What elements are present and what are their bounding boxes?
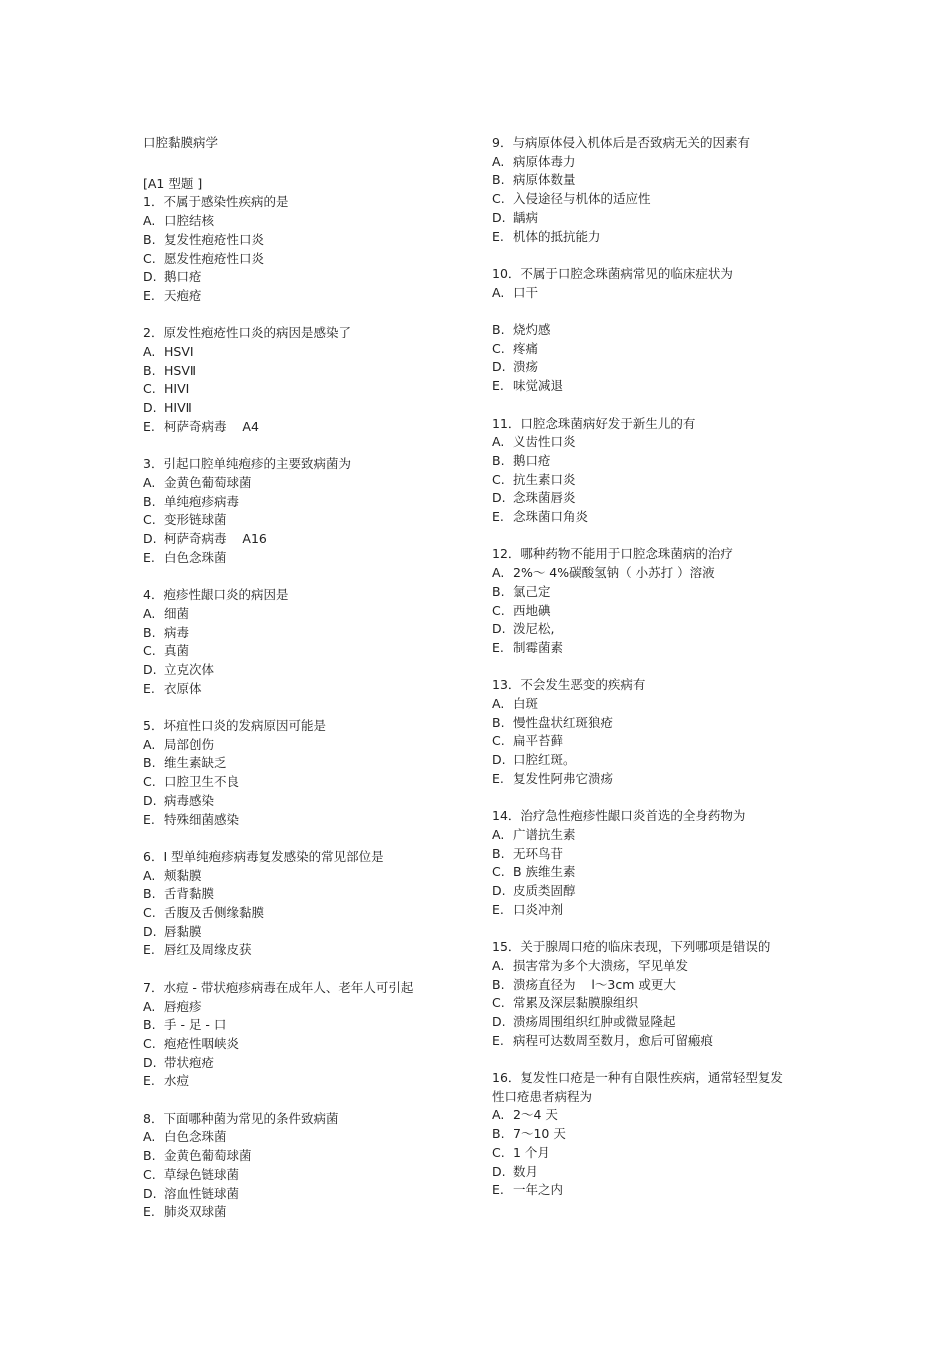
option-text: 病原体数量 — [513, 172, 576, 188]
option-text: HIVⅠ — [164, 381, 190, 397]
option-letter: A. — [492, 434, 505, 450]
option-text: 愿发性疱疮性口炎 — [164, 250, 265, 266]
option-letter: E. — [492, 1032, 504, 1048]
option-text: 立克次体 — [164, 661, 215, 677]
option-text: 无环鸟苷 — [513, 845, 564, 861]
option-text: 常累及深层黏膜腺组织 — [513, 995, 639, 1011]
option-letter: D. — [492, 621, 506, 637]
option-text: 细菌 — [164, 605, 190, 621]
answer-option — [143, 380, 453, 399]
question-block — [492, 938, 792, 1050]
option-text: 义齿性口炎 — [513, 434, 576, 450]
answer-option — [492, 620, 792, 639]
question-block — [143, 717, 453, 829]
answer-option — [492, 845, 792, 864]
option-letter: B. — [143, 493, 156, 509]
option-text: HSVⅡ — [164, 362, 197, 378]
question-stem: 5．坏疽性口炎的发病原因可能是 — [143, 718, 326, 734]
option-letter: B. — [143, 1148, 156, 1164]
answer-option — [143, 268, 453, 287]
answer-option — [492, 209, 792, 228]
question-stem: 2．原发性疱疮性口炎的病因是感染了 — [143, 325, 351, 341]
answer-option — [143, 923, 453, 942]
answer-option — [143, 661, 453, 680]
option-text: HSVⅠ — [164, 344, 194, 360]
answer-option — [492, 957, 792, 976]
answer-option — [143, 1147, 453, 1166]
option-text: 一年之内 — [513, 1182, 564, 1198]
question-stem: 14．治疗急性疱疹性龈口炎首选的全身药物为 — [492, 808, 746, 824]
option-text: HIVⅡ — [164, 400, 192, 416]
answer-option — [143, 792, 453, 811]
answer-option — [492, 901, 792, 920]
option-text: 唇疱疹 — [164, 998, 202, 1014]
option-text: 疼痛 — [513, 340, 539, 356]
option-text: 唇红及周缘皮获 — [164, 942, 252, 958]
option-text: 泼尼松, — [513, 621, 555, 637]
option-letter: B. — [492, 172, 505, 188]
answer-option — [492, 433, 792, 452]
option-letter: A. — [492, 153, 505, 169]
option-letter: E. — [143, 811, 155, 827]
option-text: 口腔红斑。 — [513, 752, 576, 768]
option-letter: D. — [143, 400, 157, 416]
question-stem: 16．复发性口疮是一种有自限性疾病，通常轻型复发性口疮患者病程为 — [492, 1070, 783, 1104]
answer-option — [143, 624, 453, 643]
option-letter: E. — [143, 1204, 155, 1220]
option-letter: B. — [492, 845, 505, 861]
answer-option — [143, 530, 453, 549]
answer-option — [143, 362, 453, 381]
answer-option — [492, 751, 792, 770]
question-block — [143, 324, 453, 436]
option-text: 舌背黏膜 — [164, 886, 215, 902]
option-letter: A. — [492, 565, 505, 581]
option-text: 手 - 足 - 口 — [164, 1017, 227, 1033]
answer-option — [143, 1203, 453, 1222]
option-letter: E. — [143, 1073, 155, 1089]
option-letter: D. — [143, 923, 157, 939]
option-text: 金黄色葡萄球菌 — [164, 1148, 252, 1164]
option-letter: D. — [492, 359, 506, 375]
option-letter: A. — [143, 213, 156, 229]
option-text: 念珠菌唇炎 — [513, 490, 576, 506]
left-column — [143, 134, 453, 1241]
option-letter: E. — [143, 549, 155, 565]
option-text: 氯己定 — [513, 583, 551, 599]
option-text: 皮质类固醇 — [513, 883, 576, 899]
option-text: 烧灼感 — [513, 322, 551, 338]
option-text: 天疱疮 — [164, 287, 202, 303]
answer-option — [492, 377, 792, 396]
question-stem: 1．不属于感染性疾病的是 — [143, 194, 289, 210]
answer-option — [143, 549, 453, 568]
option-text: 口炎冲剂 — [513, 901, 564, 917]
option-letter: B. — [143, 1017, 156, 1033]
question-stem: 15．关于腺周口疮的临床表现，下列哪项是错误的 — [492, 939, 771, 955]
option-letter: C. — [143, 643, 156, 659]
option-text: 金黄色葡萄球菌 — [164, 474, 252, 490]
option-letter: C. — [492, 602, 505, 618]
option-text: 鹅口疮 — [164, 269, 202, 285]
answer-option — [143, 605, 453, 624]
answer-option — [492, 228, 792, 247]
right-column — [492, 134, 792, 1219]
answer-option — [143, 1035, 453, 1054]
question-stem: 11．口腔念珠菌病好发于新生儿的有 — [492, 415, 696, 431]
option-text: 口腔卫生不良 — [164, 774, 240, 790]
option-letter: A. — [143, 736, 156, 752]
answer-option — [492, 489, 792, 508]
answer-option — [492, 770, 792, 789]
option-letter: A. — [492, 957, 505, 973]
document-title: 口腔黏膜病学 — [143, 135, 219, 150]
option-letter: C. — [492, 995, 505, 1011]
answer-option — [143, 736, 453, 755]
question-block — [492, 676, 792, 788]
answer-option — [492, 1181, 792, 1200]
section-heading: [A1 型题 ] — [143, 175, 203, 191]
option-text: 口腔结核 — [164, 213, 215, 229]
answer-option — [143, 904, 453, 923]
option-letter: B. — [143, 886, 156, 902]
answer-option — [492, 714, 792, 733]
option-text: 口干 — [513, 284, 539, 300]
answer-option — [492, 153, 792, 172]
answer-option — [492, 190, 792, 209]
option-letter: E. — [143, 287, 155, 303]
option-letter: C. — [143, 774, 156, 790]
answer-option — [492, 695, 792, 714]
option-letter: A. — [492, 696, 505, 712]
option-letter: D. — [143, 792, 157, 808]
answer-option — [143, 1072, 453, 1091]
question-block — [143, 455, 453, 567]
option-letter: B. — [143, 755, 156, 771]
option-text: 白色念珠菌 — [164, 1129, 227, 1145]
answer-option — [143, 941, 453, 960]
question-stem: 3．引起口腔单纯疱疹的主要致病菌为 — [143, 456, 351, 472]
answer-option — [492, 284, 792, 303]
option-letter: D. — [492, 883, 506, 899]
option-text: 溃疡 — [513, 359, 539, 375]
answer-option — [492, 602, 792, 621]
option-text: 广谱抗生素 — [513, 826, 576, 842]
option-text: 带状疱疮 — [164, 1054, 215, 1070]
option-letter: C. — [143, 250, 156, 266]
answer-option — [143, 1128, 453, 1147]
option-text: 疱疮性咽峡炎 — [164, 1035, 240, 1051]
answer-option — [492, 1144, 792, 1163]
option-letter: B. — [492, 1126, 505, 1142]
answer-option — [143, 642, 453, 661]
question-block — [143, 193, 453, 305]
option-letter: C. — [492, 471, 505, 487]
question-stem: 4．疱疹性龈口炎的病因是 — [143, 587, 289, 603]
answer-option — [143, 885, 453, 904]
option-text: 病程可达数周至数月，愈后可留瘢痕 — [513, 1032, 714, 1048]
option-text: 味觉减退 — [513, 378, 564, 394]
option-letter: D. — [492, 1013, 506, 1029]
option-letter: E. — [492, 901, 504, 917]
answer-option — [492, 583, 792, 602]
option-letter: E. — [143, 680, 155, 696]
option-letter: D. — [143, 269, 157, 285]
answer-option — [143, 1185, 453, 1204]
answer-option — [492, 302, 792, 321]
option-letter: C. — [492, 340, 505, 356]
answer-option — [143, 343, 453, 362]
option-text: 颊黏膜 — [164, 867, 202, 883]
answer-option — [492, 882, 792, 901]
option-letter: C. — [492, 864, 505, 880]
option-text: 白斑 — [513, 696, 539, 712]
option-text: 局部创伤 — [164, 736, 215, 752]
option-text: 衣原体 — [164, 680, 202, 696]
option-letter: B. — [143, 231, 156, 247]
answer-option — [492, 321, 792, 340]
option-letter: B. — [492, 976, 505, 992]
answer-option — [143, 680, 453, 699]
option-text: 复发性阿弗它溃疡 — [513, 770, 614, 786]
answer-option — [492, 1032, 792, 1051]
option-letter: C. — [492, 191, 505, 207]
option-text: 2～4 天 — [513, 1107, 558, 1123]
option-letter: C. — [143, 512, 156, 528]
question-stem: 7．水痘 - 带状疱疹病毒在成年人、老年人可引起 — [143, 979, 414, 995]
option-text: 溶血性链球菌 — [164, 1185, 240, 1201]
option-letter: B. — [492, 714, 505, 730]
answer-option — [492, 732, 792, 751]
option-text: 入侵途径与机体的适应性 — [513, 191, 651, 207]
question-block — [143, 586, 453, 698]
question-stem: 8．下面哪种菌为常见的条件致病菌 — [143, 1110, 339, 1126]
answer-option — [492, 452, 792, 471]
option-text: 慢性盘状红斑狼疮 — [513, 714, 614, 730]
option-text: 水痘 — [164, 1073, 190, 1089]
option-letter: B. — [492, 452, 505, 468]
answer-option — [492, 1013, 792, 1032]
answer-option — [492, 994, 792, 1013]
option-text: 溃疡周围组织红肿或微显隆起 — [513, 1013, 676, 1029]
option-text: 单纯疱疹病毒 — [164, 493, 240, 509]
option-letter: B. — [143, 362, 156, 378]
answer-option — [492, 1125, 792, 1144]
option-text: 维生素缺乏 — [164, 755, 227, 771]
answer-option — [143, 1016, 453, 1035]
answer-option — [492, 1106, 792, 1125]
option-text: 1 个月 — [513, 1144, 550, 1160]
option-letter: E. — [492, 1182, 504, 1198]
option-text: 机体的抵抗能力 — [513, 228, 601, 244]
option-letter: D. — [492, 490, 506, 506]
question-stem: 12．哪种药物不能用于口腔念珠菌病的治疗 — [492, 546, 733, 562]
option-letter: E. — [492, 770, 504, 786]
question-stem: 6．Ⅰ 型单纯疱疹病毒复发感染的常见部位是 — [143, 848, 384, 864]
option-text: 制霉菌素 — [513, 639, 564, 655]
question-stem: 10．不属于口腔念珠菌病常见的临床症状为 — [492, 265, 733, 281]
option-letter: E. — [492, 509, 504, 525]
answer-option — [143, 212, 453, 231]
option-text: 柯萨奇病毒 A16 — [164, 531, 267, 547]
option-letter: D. — [143, 531, 157, 547]
option-letter: B. — [143, 624, 156, 640]
option-letter: A. — [143, 605, 156, 621]
option-text: 病毒 — [164, 624, 190, 640]
answer-option — [143, 231, 453, 250]
question-block — [492, 265, 792, 396]
option-text: 念珠菌口角炎 — [513, 509, 589, 525]
option-text: 数月 — [513, 1163, 539, 1179]
option-letter: C. — [143, 905, 156, 921]
option-letter: D. — [143, 1185, 157, 1201]
answer-option — [492, 976, 792, 995]
option-letter: B. — [492, 322, 505, 338]
answer-option — [143, 399, 453, 418]
answer-option — [143, 418, 453, 437]
answer-option — [143, 811, 453, 830]
question-stem: 13．不会发生恶变的疾病有 — [492, 677, 646, 693]
question-block — [492, 545, 792, 657]
option-letter: C. — [492, 733, 505, 749]
answer-option — [143, 287, 453, 306]
option-text: 真菌 — [164, 643, 190, 659]
option-text: 唇黏膜 — [164, 923, 202, 939]
answer-option — [143, 867, 453, 886]
option-letter: A. — [143, 998, 156, 1014]
answer-option — [492, 639, 792, 658]
option-text: 变形链球菌 — [164, 512, 227, 528]
option-text: 西地碘 — [513, 602, 551, 618]
answer-option — [143, 998, 453, 1017]
answer-option — [492, 340, 792, 359]
option-letter: A. — [143, 1129, 156, 1145]
option-letter: C. — [143, 1166, 156, 1182]
option-letter: C. — [143, 1035, 156, 1051]
option-text: 抗生素口炎 — [513, 471, 576, 487]
answer-option — [143, 474, 453, 493]
option-text: 白色念珠菌 — [164, 549, 227, 565]
question-stem: 9．与病原体侵入机体后是否致病无关的因素有 — [492, 135, 750, 150]
answer-option — [143, 250, 453, 269]
question-block — [143, 848, 453, 960]
question-block — [492, 1069, 792, 1200]
option-letter: E. — [492, 378, 504, 394]
question-block — [143, 1110, 453, 1222]
option-text: 柯萨奇病毒 A4 — [164, 418, 259, 434]
option-letter: B. — [492, 583, 505, 599]
question-block — [492, 134, 792, 246]
option-letter: A. — [492, 1107, 505, 1123]
option-text: B 族维生素 — [513, 864, 576, 880]
option-letter: D. — [492, 209, 506, 225]
option-letter: D. — [143, 1054, 157, 1070]
option-letter: C. — [492, 1144, 505, 1160]
answer-option — [492, 863, 792, 882]
option-text: 病毒感染 — [164, 792, 215, 808]
option-letter: E. — [492, 639, 504, 655]
option-text: 特殊细菌感染 — [164, 811, 240, 827]
answer-option — [492, 471, 792, 490]
right-question-list — [492, 134, 792, 1200]
option-text: 舌腹及舌侧缘黏膜 — [164, 905, 265, 921]
answer-option — [143, 754, 453, 773]
option-text: 龋病 — [513, 209, 539, 225]
option-letter: D. — [143, 661, 157, 677]
answer-option — [143, 1054, 453, 1073]
answer-option — [492, 358, 792, 377]
option-text: 鹅口疮 — [513, 452, 551, 468]
answer-option — [492, 1163, 792, 1182]
option-letter: E. — [492, 228, 504, 244]
option-text: 7～10 天 — [513, 1126, 566, 1142]
answer-option — [143, 1166, 453, 1185]
option-text: 草绿色链球菌 — [164, 1166, 240, 1182]
option-text: 溃疡直径为 l～3cm 或更大 — [513, 976, 676, 992]
option-letter: E. — [143, 418, 155, 434]
left-question-list — [143, 193, 453, 1222]
question-block — [492, 415, 792, 527]
option-text: 2%～ 4%碳酸氢钠（ 小苏打 ）溶液 — [513, 565, 715, 581]
answer-option — [143, 493, 453, 512]
option-letter: A. — [143, 474, 156, 490]
option-letter: A. — [492, 826, 505, 842]
question-block — [143, 979, 453, 1091]
option-text: 损害常为多个大溃疡，罕见单发 — [513, 957, 689, 973]
answer-option — [492, 171, 792, 190]
answer-option — [143, 511, 453, 530]
option-text: 肺炎双球菌 — [164, 1204, 227, 1220]
answer-option — [492, 564, 792, 583]
question-block — [492, 807, 792, 919]
option-letter: A. — [492, 284, 505, 300]
option-text: 扁平苔藓 — [513, 733, 564, 749]
option-text: 复发性疱疮性口炎 — [164, 231, 265, 247]
option-letter: A. — [143, 344, 156, 360]
option-letter: C. — [143, 381, 156, 397]
answer-option — [492, 826, 792, 845]
option-text: 病原体毒力 — [513, 153, 576, 169]
answer-option — [143, 773, 453, 792]
answer-option — [492, 508, 792, 527]
option-letter: D. — [492, 1163, 506, 1179]
option-letter: A. — [143, 867, 156, 883]
option-letter: E. — [143, 942, 155, 958]
option-letter: D. — [492, 752, 506, 768]
